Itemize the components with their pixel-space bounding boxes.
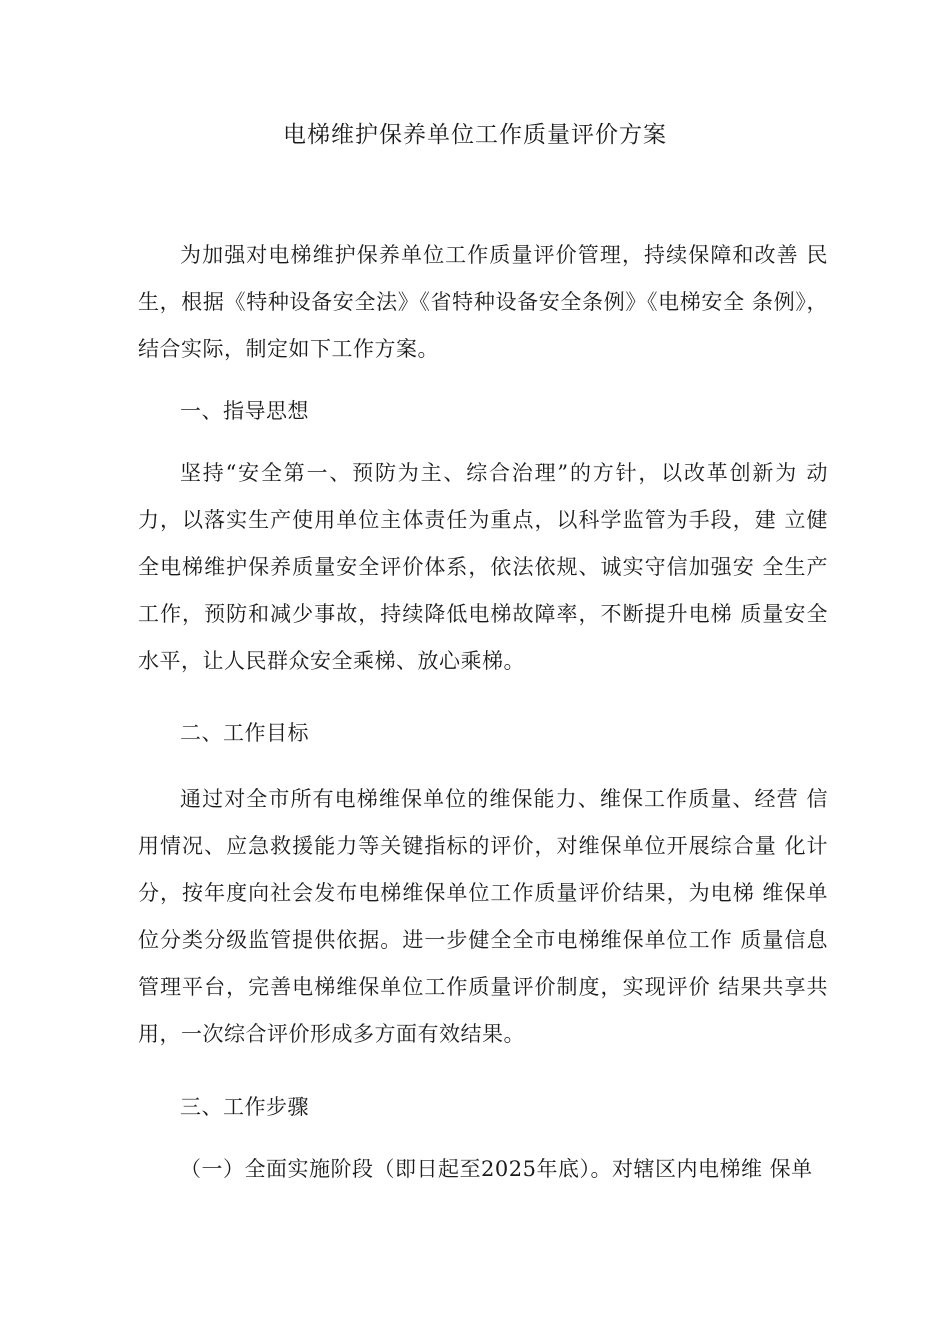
intro-paragraph: 为加强对电梯维护保养单位工作质量评价管理，持续保障和改善 民生，根据《特种设备安全法》《省特种设备安全条例》《电梯安全 条例》，结合实际，制定如下工作方案。 [138,243,828,361]
section-body-work-steps: （一）全面实施阶段（即日起至2025年底）。对辖区内电梯维 保单 [180,1157,813,1181]
section-heading-work-goals: 二、工作目标 [180,721,309,745]
section-heading-work-steps: 三、工作步骤 [180,1095,309,1119]
section-body-work-goals: 通过对全市所有电梯维保单位的维保能力、维保工作质量、经营 信用情况、应急救援能力等关键指标的评价，对维保单位开展综合量 化计分，按年度向社会发布电梯维保单位工作质量评价结果，为电梯 维保单位分类分级监管提供依据。进一步健全全市电梯维保单位工作 质量信息管理平台，完善电梯维保单位工作质量评价制度，实现评价 结果共享共用，一次综合评价形成多方面有效结果。 [138,787,828,1046]
section-body-guiding-ideology: 坚持“安全第一、预防为主、综合治理”的方针，以改革创新为 动力，以落实生产使用单位主体责任为重点，以科学监管为手段，建 立健全电梯维护保养质量安全评价体系，依法依规、诚实守信加强安 全生产工作，预防和减少事故，持续降低电梯故障率，不断提升电梯 质量安全水平，让人民群众安全乘梯、放心乘梯。 [138,461,828,673]
section-heading-guiding-ideology: 一、指导思想 [180,399,309,423]
document-title: 电梯维护保养单位工作质量评价方案 [283,122,667,148]
